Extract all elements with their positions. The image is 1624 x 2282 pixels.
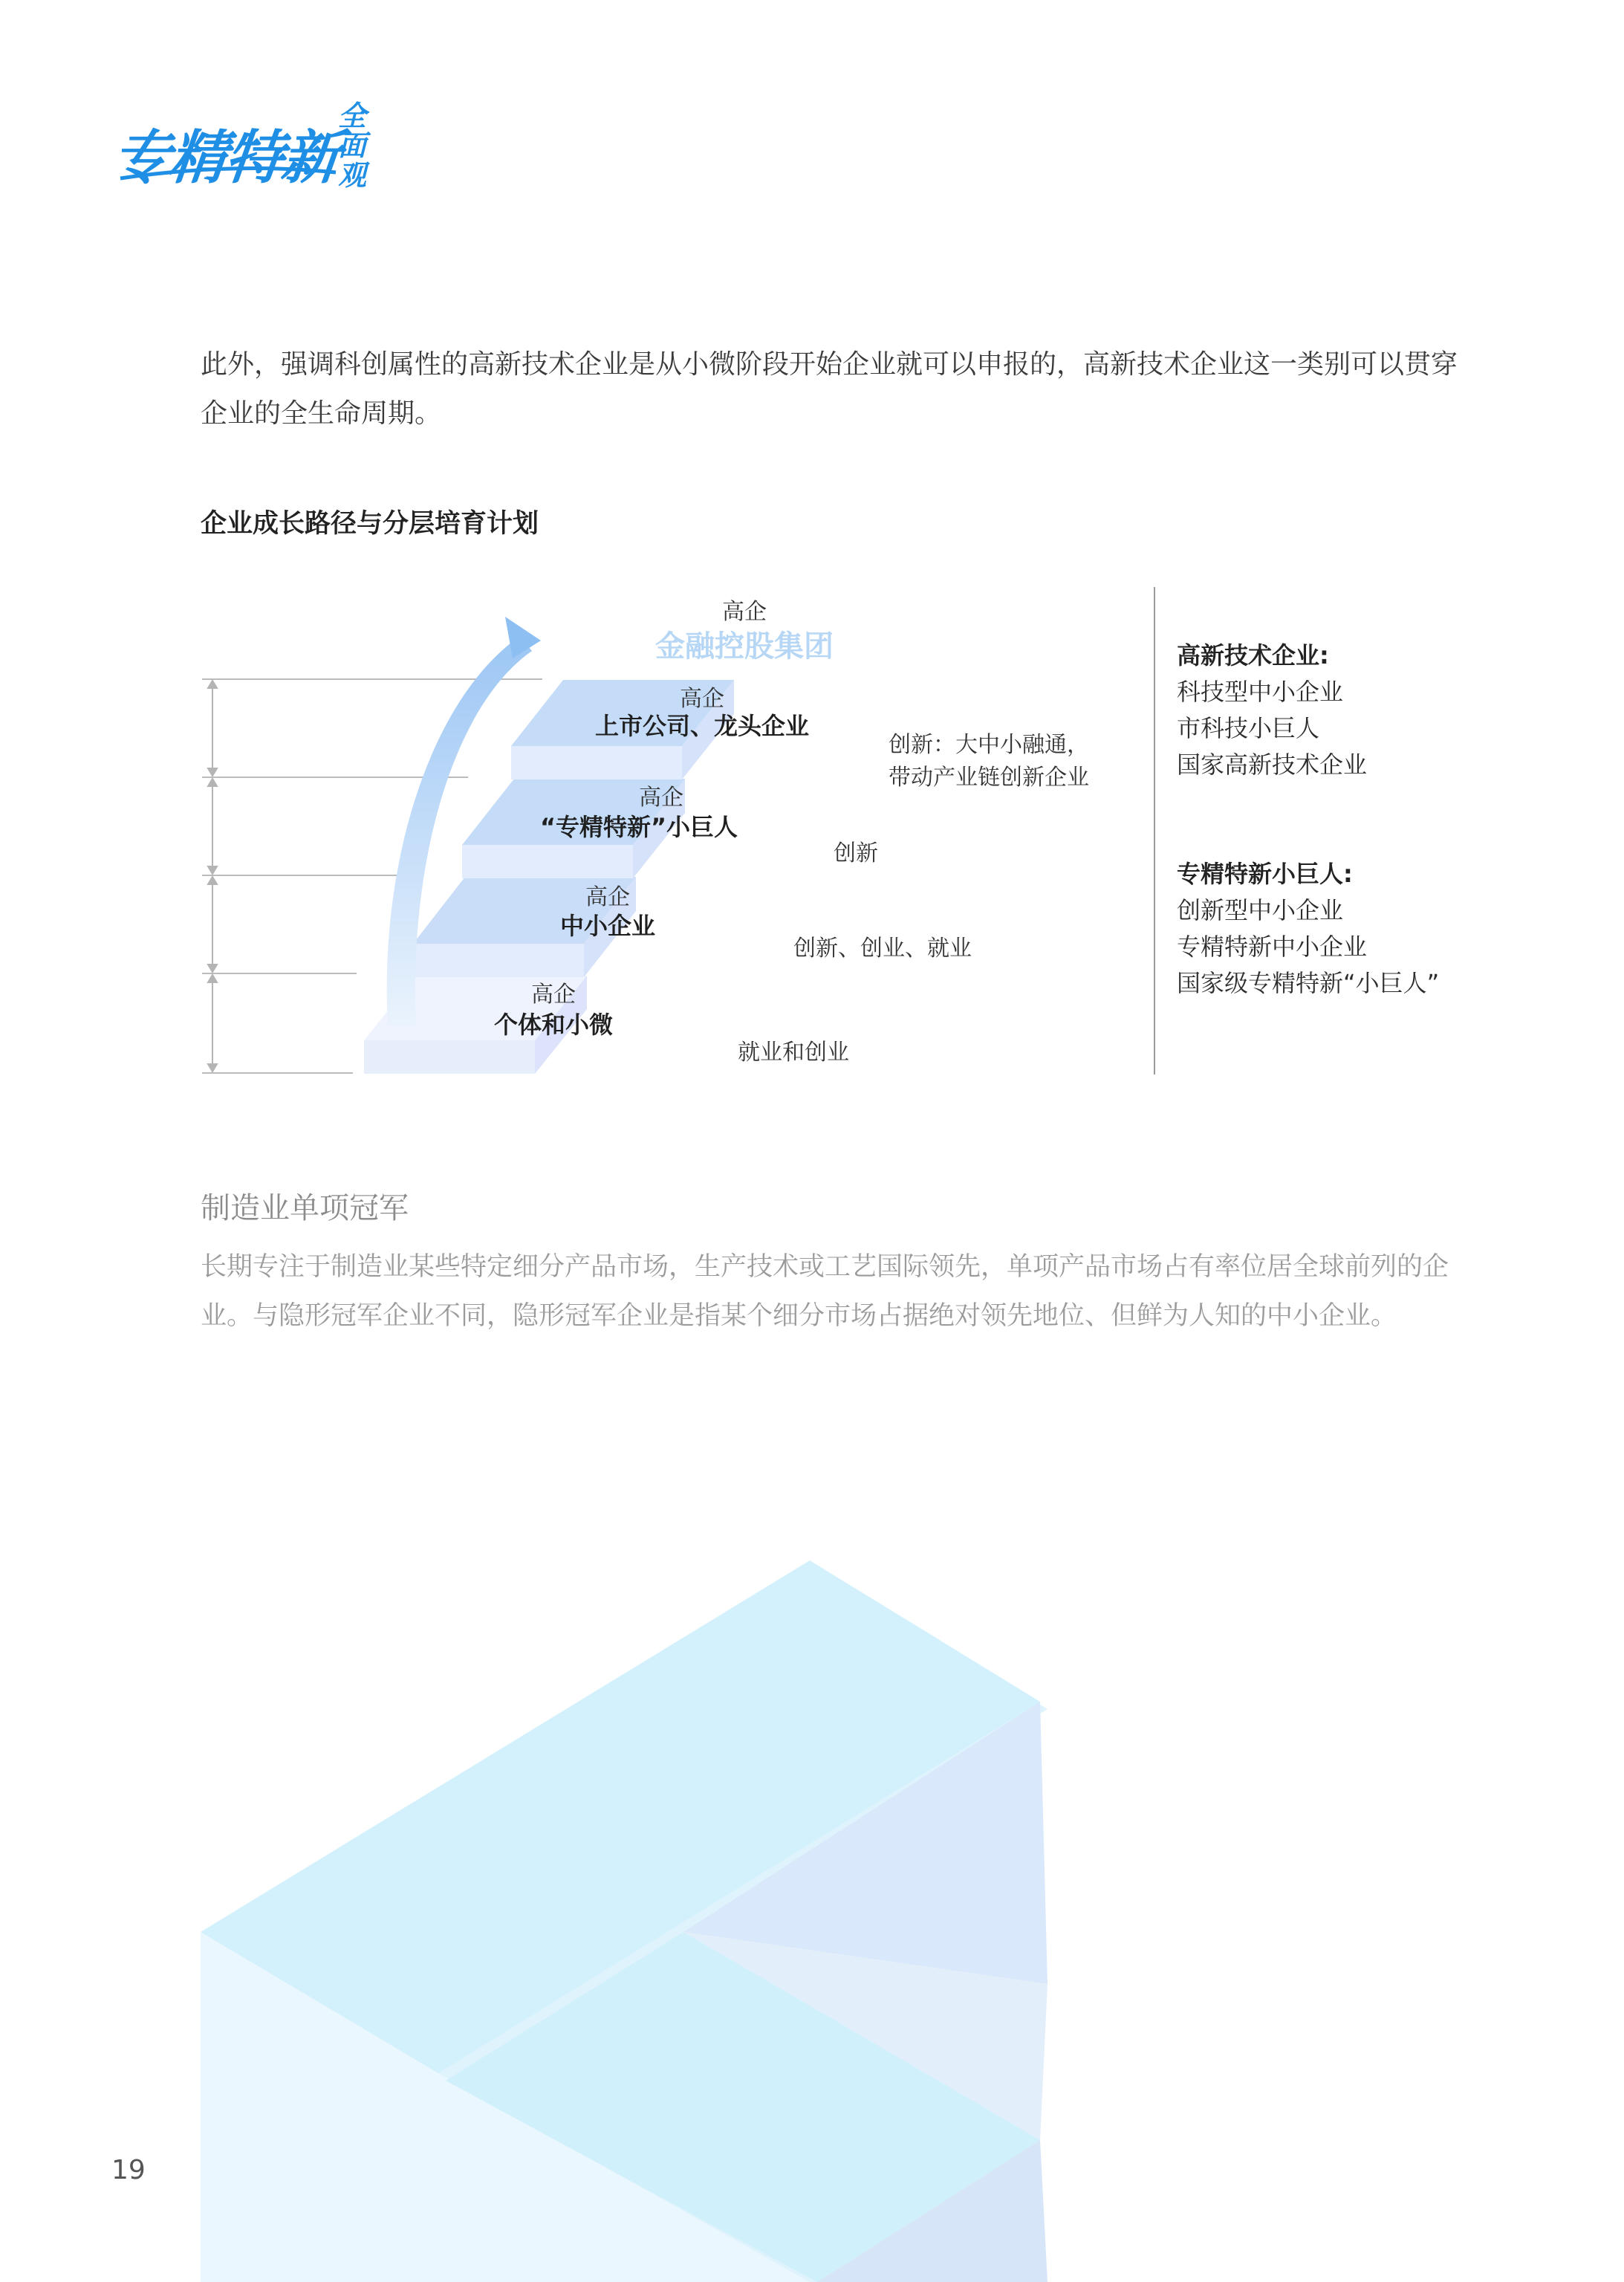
legend-item: 国家级专精特新“小巨人” [1177, 969, 1440, 997]
step2-tag: 高企 [639, 785, 683, 811]
step4-desc: 就业和创业 [738, 1040, 849, 1066]
legend [1177, 638, 1439, 1002]
step2-desc: 创新 [834, 840, 878, 866]
page-number: 19 [111, 2155, 146, 2185]
legend-item: 市科技小巨人 [1177, 714, 1320, 742]
logo-main-text: 专精特新 [108, 125, 342, 192]
top-tag: 高企 [722, 599, 767, 625]
decorative-isometric-shape [0, 1516, 1624, 2282]
section-title: 制造业单项冠军 [201, 1191, 409, 1225]
legend-item: 专精特新中小企业 [1177, 933, 1368, 961]
step1-tag: 高企 [680, 686, 724, 712]
step3-tag: 高企 [585, 884, 630, 910]
figure-title: 企业成长路径与分层培育计划 [201, 509, 539, 539]
step1-desc-line2: 带动产业链创新企业 [889, 765, 1089, 791]
legend-heading-little-giant: 专精特新小巨人: [1177, 860, 1353, 888]
top-company-name: 金融控股集团 [655, 629, 834, 664]
step4-name: 个体和小微 [493, 1011, 614, 1039]
logo-side-text: 全 面 观 [337, 100, 366, 192]
growth-path-figure [193, 580, 1159, 1103]
section-paragraph: 长期专注于制造业某些特定细分产品市场，生产技术或工艺国际领先，单项产品市场占有率位居全球前列的企业。与隐形冠军企业不同，隐形冠军企业是指某个细分市场占据绝对领先地位、但鲜为人知的中小企业。 [201, 1252, 1449, 1331]
step1-desc-line1: 创新：大中小融通， [889, 732, 1089, 758]
legend-item: 国家高新技术企业 [1177, 751, 1368, 779]
staircase-diagram [193, 580, 1159, 1100]
intro-paragraph: 此外，强调科创属性的高新技术企业是从小微阶段开始企业就可以申报的，高新技术企业这一类别可以贯穿企业的全生命周期。 [201, 349, 1458, 429]
legend-item: 创新型中小企业 [1177, 896, 1344, 924]
logo-swoosh-icon [113, 165, 351, 187]
legend-heading-hitech: 高新技术企业: [1177, 641, 1329, 670]
step4-tag: 高企 [531, 982, 576, 1008]
step1-name: 上市公司、龙头企业 [594, 712, 810, 740]
step3-desc: 创新、创业、就业 [793, 936, 972, 962]
legend-item: 科技型中小企业 [1177, 678, 1344, 706]
step3-name: 中小企业 [559, 912, 656, 940]
step2-name: “专精特新”小巨人 [539, 813, 738, 841]
brand-logo [108, 97, 380, 201]
